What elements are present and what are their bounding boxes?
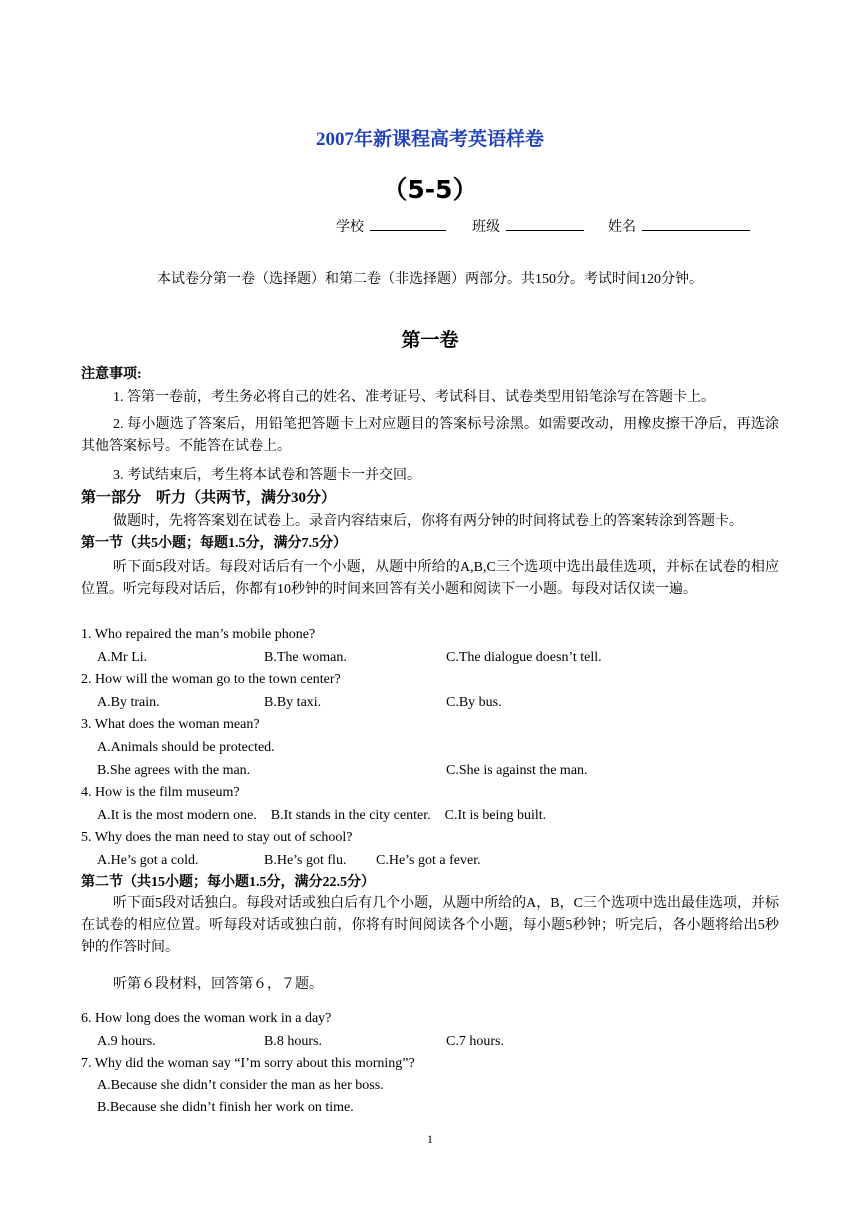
note-item: 2. 每小题选了答案后，用铅笔把答题卡上对应题目的答案标号涂黑。如需要改动，用橡皮擦干净后，再选涂其他答案标号。不能答在试卷上。 <box>81 417 779 454</box>
option-a: A.9 hours. <box>97 1034 156 1049</box>
option-c: C.By bus. <box>446 695 502 710</box>
question: 7. Why did the woman say “I’m sorry about this morning”? <box>81 1056 415 1071</box>
option-a: A.Because she didn’t consider the man as her boss. <box>97 1078 384 1093</box>
section1-instruction: 听下面5段对话。每段对话后有一个小题，从题中所给的A,B,C三个选项中选出最佳选项，并标在试卷的相应位置。听完每段对话后，你都有10秒钟的时间来回答有关小题和阅读下一小题。每段对话仅读一遍。 <box>81 560 779 597</box>
option-b: B.She agrees with the man. <box>97 763 251 778</box>
exam-intro: 本试卷分第一卷（选择题）和第二卷（非选择题）两部分。共150分。考试时间120分钟。 <box>157 272 703 287</box>
page-number: 1 <box>427 1132 433 1146</box>
option-a: A.Animals should be protected. <box>97 740 275 755</box>
option-b: B.By taxi. <box>264 695 322 710</box>
option-a: A.He’s got a cold. <box>97 853 199 868</box>
option-c: C.She is against the man. <box>446 763 588 778</box>
school-label: 学校 <box>336 220 364 235</box>
part1-heading: 第一部分 听力（共两节，满分30分） <box>81 490 337 506</box>
question: 6. How long does the woman work in a day? <box>81 1011 332 1026</box>
option-c: C.The dialogue doesn’t tell. <box>446 650 602 665</box>
exam-subtitle: （5-5） <box>382 175 478 204</box>
option-c: C.He’s got a fever. <box>376 853 481 868</box>
question: 5. Why does the man need to stay out of school? <box>81 830 353 845</box>
option-a: A.By train. <box>97 695 160 710</box>
volume-title: 第一卷 <box>401 330 459 351</box>
school-field <box>336 216 446 236</box>
note-item: 3. 考试结束后，考生将本试卷和答题卡一并交回。 <box>113 468 421 483</box>
option-b: B.Because she didn’t finish her work on time. <box>97 1100 354 1115</box>
question: 2. How will the woman go to the town center? <box>81 672 341 687</box>
option-b: B.The woman. <box>264 650 347 665</box>
name-label: 姓名 <box>608 220 636 235</box>
class-field <box>472 216 584 236</box>
section2-instruction: 听下面5段对话独白。每段对话或独白后有几个小题，从题中所给的A，B，C三个选项中选出最佳选项，并标在试卷的相应位置。听每段对话或独白前，你将有时间阅读各个小题，每小题5秒钟；听完后，各小题将给出5秒钟的作答时间。 <box>81 896 779 955</box>
section1-heading: 第一节（共5小题；每题1.5分，满分7.5分） <box>81 536 347 551</box>
listen-note: 听第６段材料，回答第６，７题。 <box>113 977 323 992</box>
option-b: B.8 hours. <box>264 1034 322 1049</box>
exam-title: 2007年新课程高考英语样卷 <box>315 129 544 150</box>
class-label: 班级 <box>472 220 500 235</box>
option-b: B.He’s got flu. <box>264 853 347 868</box>
option-a: A.Mr Li. <box>97 650 148 665</box>
name-field <box>608 216 750 236</box>
notes-heading: 注意事项: <box>81 367 142 382</box>
section2-heading: 第二节（共15小题；每小题1.5分，满分22.5分） <box>81 875 375 890</box>
note-item: 1. 答第一卷前，考生务必将自己的姓名、准考证号、考试科目、试卷类型用铅笔涂写在答题卡上。 <box>113 390 715 405</box>
question: 3. What does the woman mean? <box>81 717 260 732</box>
part1-instruction: 做题时，先将答案划在试卷上。录音内容结束后，你将有两分钟的时间将试卷上的答案转涂到答题卡。 <box>113 514 743 529</box>
option-c: C.7 hours. <box>446 1034 504 1049</box>
options-line: A.It is the most modern one. B.It stands in the city center. C.It is being built. <box>97 808 547 823</box>
question: 1. Who repaired the man’s mobile phone? <box>81 627 316 642</box>
question: 4. How is the film museum? <box>81 785 240 800</box>
